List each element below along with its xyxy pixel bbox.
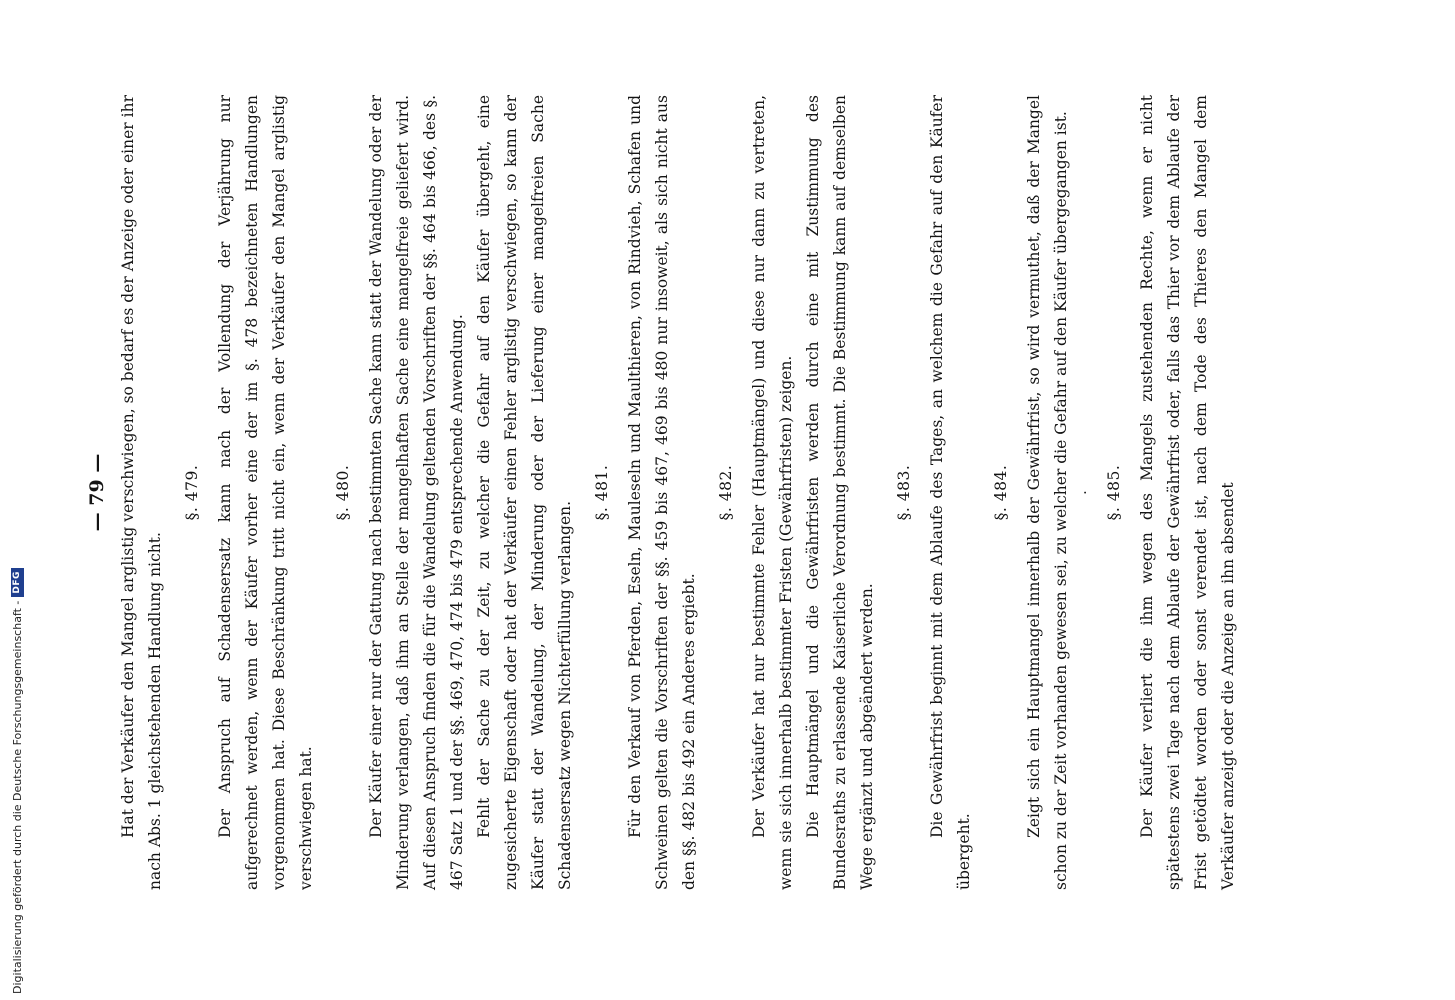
section-482 [713, 95, 881, 890]
section-paragraph: Die Hauptmängel und die Gewährfristen werden durch eine mit Zustimmung des Bundesraths zu erlassende Kaiserliche Verordnung bestimmt. Die Bestimmung kann auf demselben Wege ergänzt und abgeändert werden. [804, 95, 876, 890]
section-481 [589, 95, 703, 890]
digitization-credit [10, 4, 24, 994]
section-485 [1101, 95, 1242, 890]
credit-text: Digitalisierung gefördert durch die Deutsche Forschungsgemeinschaft - [10, 600, 24, 994]
section-paragraph: Zeigt sich ein Hauptmangel innerhalb der Gewährfrist, so wird vermuthet, daß der Mangel schon zu der Zeit vorhanden gewesen sei, zu welcher die Gefahr auf den Käufer übergegangen ist. [1025, 95, 1070, 890]
section-480 [330, 95, 579, 890]
section-479 [179, 95, 320, 890]
lead-paragraph: Hat der Verkäufer den Mangel arglistig verschwiegen, so bedarf es der Anzeige oder einer ihr nach Abs. 1 gleichstehenden Handlung nicht. [119, 95, 164, 890]
dfg-logo-icon: DFG [11, 568, 24, 597]
section-484 [988, 95, 1075, 890]
section-heading: §. 482. [717, 464, 735, 521]
section-heading: §. 485. [1105, 464, 1123, 521]
section-heading: §. 479. [183, 464, 201, 521]
separator-dot: · [1078, 490, 1094, 495]
section-483 [891, 95, 978, 890]
section-heading: §. 480. [334, 464, 352, 521]
section-paragraph: Die Gewährfrist beginnt mit dem Ablaufe des Tages, an welchem die Gefahr auf den Käufer übergeht. [928, 95, 973, 890]
section-paragraph: Für den Verkauf von Pferden, Eseln, Mauleseln und Maulthieren, von Rindvieh, Schafen und Schweinen gelten die Vorschriften der §§. 459 bis 467, 469 bis 480 nur insoweit, als sich nicht aus den §§. 482 bis 492 ein Anderes ergiebt. [626, 95, 698, 890]
section-paragraph: Der Verkäufer hat nur bestimmte Fehler (Hauptmängel) und diese nur dann zu vertreten, wenn sie sich innerhalb bestimmter Fristen (Gewährfristen) zeigen. [750, 95, 795, 890]
section-heading: §. 481. [593, 464, 611, 521]
section-paragraph: Der Anspruch auf Schadensersatz kann nach der Vollendung der Verjährung nur aufgerechnet werden, wenn der Käufer vorher eine der im §. 478 bezeichneten Handlungen vorgenommen hat. Diese Beschränkung tritt nicht ein, wenn der Verkäufer den Mangel arglistig verschwiegen hat. [216, 95, 315, 890]
section-paragraph: Fehlt der Sache zu der Zeit, zu welcher die Gefahr auf den Käufer übergeht, eine zugesicherte Eigenschaft oder hat der Verkäufer einen Fehler arglistig verschwiegen, so kann der Käufer statt der Wandelung, der Minderung oder der Lieferung einer mangelfreien Sache Schadensersatz wegen Nichterfüllung verlangen. [475, 95, 574, 890]
page-number: — 79 — [86, 453, 108, 532]
section-paragraph: Der Käufer verliert die ihm wegen des Mangels zustehenden Rechte, wenn er nicht spätestens zwei Tage nach dem Ablaufe der Gewährfrist oder, falls das Thier vor dem Ablaufe der Frist getödtet worden oder sonst verendet ist, nach dem Tode des Thieres den Mangel dem Verkäufer anzeigt oder die Anzeige an ihn absendet [1138, 95, 1237, 890]
section-heading: §. 483. [895, 464, 913, 521]
page-body [84, 95, 1248, 890]
section-paragraph: Der Käufer einer nur der Gattung nach bestimmten Sache kann statt der Wandelung oder der Minderung verlangen, daß ihm an Stelle der mangelhaften Sache eine mangelfreie geliefert wird. Auf diesen Anspruch finden die für die Wandelung geltenden Vorschriften der §§. 464 bis 466, des §. 467 Satz 1 und der §§. 469, 470, 474 bis 479 entsprechende Anwendung. [367, 95, 466, 890]
section-heading: §. 484. [992, 464, 1010, 521]
